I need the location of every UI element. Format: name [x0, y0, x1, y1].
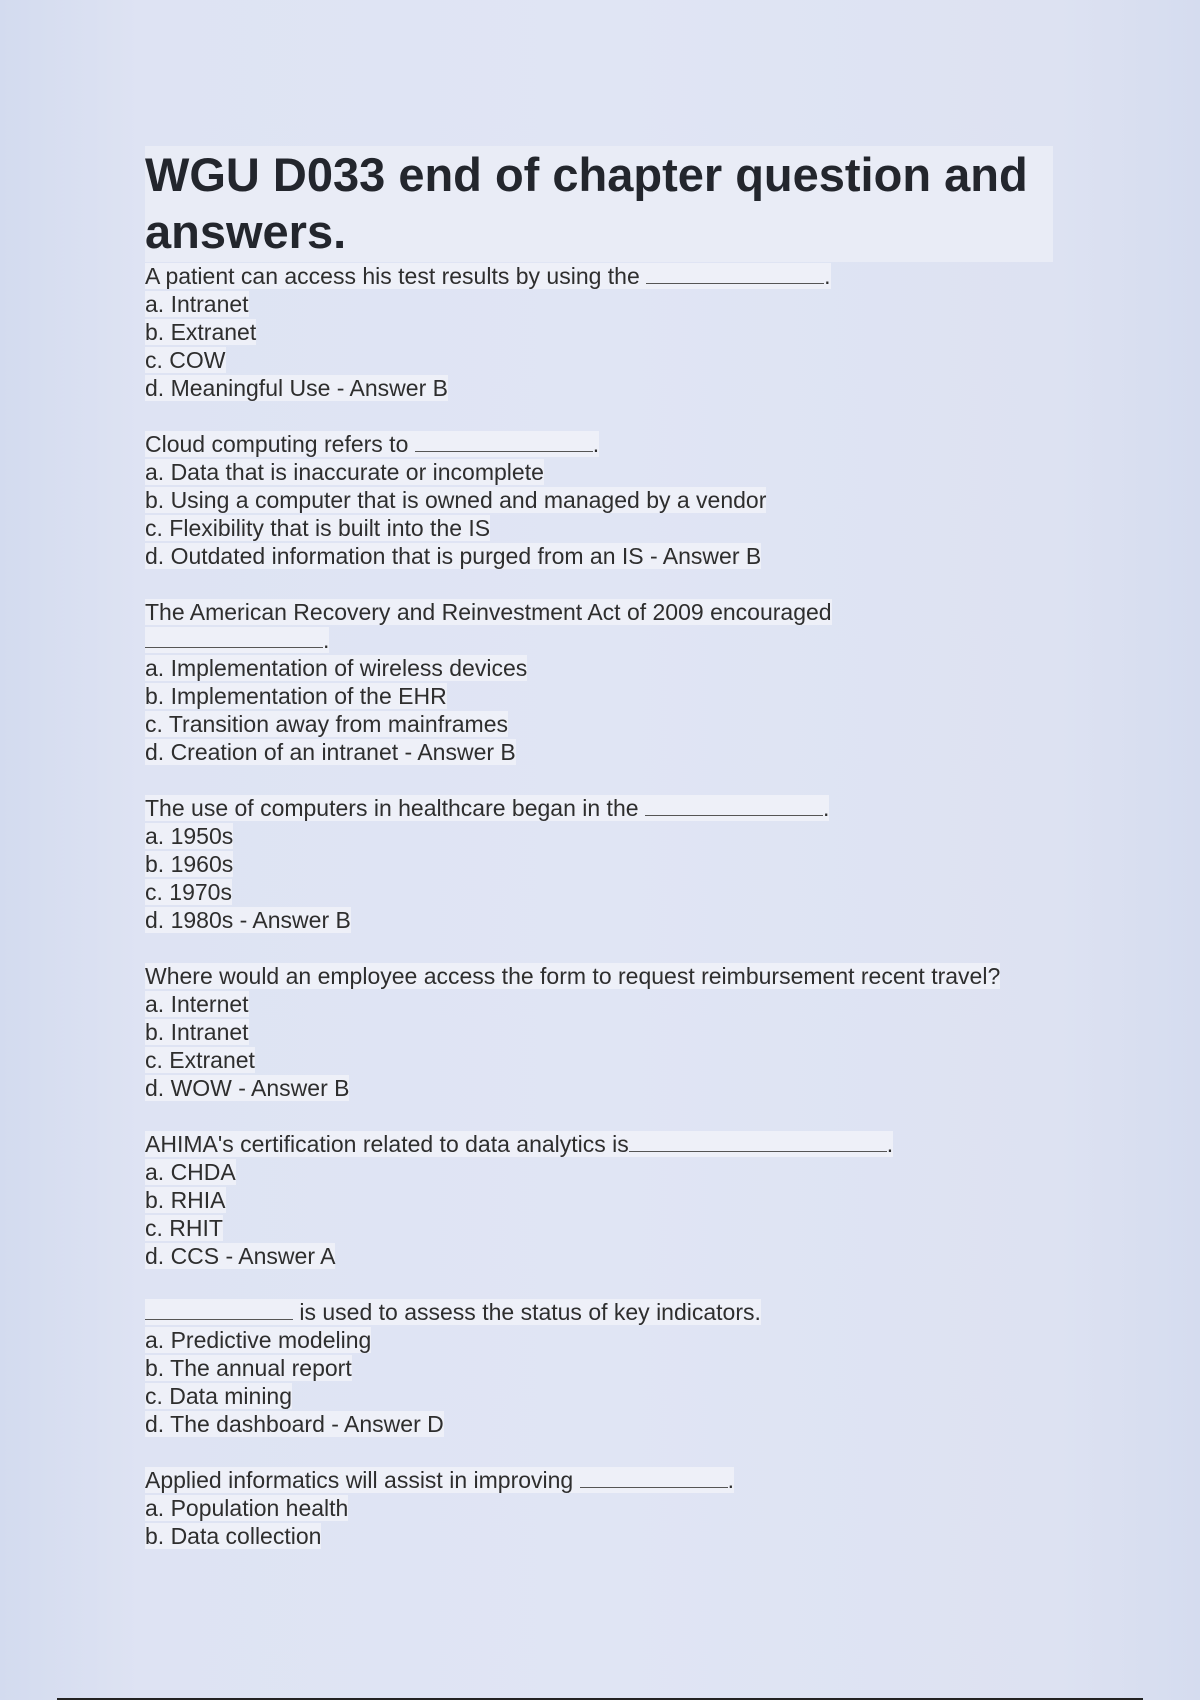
text-run: d. 1980s - Answer B: [145, 907, 351, 933]
question-1: [145, 262, 1065, 402]
option-item: [145, 1354, 1065, 1382]
option-item: [145, 1214, 1065, 1242]
text-run: b. The annual report: [145, 1355, 352, 1381]
text-run: The American Recovery and Reinvestment Act of 2009 encouraged: [145, 599, 832, 625]
text-run: d. WOW - Answer B: [145, 1075, 350, 1101]
option-item: [145, 1158, 1065, 1186]
text-run: d. CCS - Answer A: [145, 1243, 336, 1269]
question-2: [145, 430, 1065, 570]
text-run: a. CHDA: [145, 1159, 236, 1185]
document-title: WGU D033 end of chapter question and answers.: [145, 146, 1053, 262]
text-run: d. The dashboard - Answer D: [145, 1411, 444, 1437]
text-run: AHIMA's certification related to data analytics is: [145, 1131, 629, 1157]
option-item: [145, 1410, 1065, 1438]
question-stem: [145, 1298, 1065, 1326]
option-item: [145, 1522, 1065, 1550]
question-8: [145, 1466, 1065, 1550]
option-item: [145, 1382, 1065, 1410]
option-item: [145, 1074, 1065, 1102]
answer-blank: [629, 1133, 887, 1152]
option-item: [145, 878, 1065, 906]
answer-blank: [645, 797, 823, 816]
text-run: c. RHIT: [145, 1215, 223, 1241]
question-3: [145, 598, 1065, 766]
text-run: .: [727, 1467, 734, 1493]
question-7: [145, 1298, 1065, 1438]
text-run: .: [323, 627, 330, 653]
text-run: a. Data that is inaccurate or incomplete: [145, 459, 544, 485]
question-stem: [145, 598, 1065, 626]
option-item: [145, 1018, 1065, 1046]
option-item: [145, 682, 1065, 710]
text-run: b. Using a computer that is owned and managed by a vendor: [145, 487, 767, 513]
option-item: [145, 654, 1065, 682]
question-stem: [145, 262, 1065, 290]
option-item: [145, 850, 1065, 878]
text-run: a. Intranet: [145, 291, 249, 317]
option-item: [145, 710, 1065, 738]
question-stem-continued: [145, 626, 1065, 654]
question-5: [145, 962, 1065, 1102]
question-stem: [145, 1466, 1065, 1494]
text-run: c. Transition away from mainframes: [145, 711, 509, 737]
answer-blank: [646, 265, 824, 284]
text-run: .: [592, 431, 600, 457]
text-run: a. Internet: [145, 991, 249, 1017]
option-item: [145, 1326, 1065, 1354]
text-run: b. Data collection: [145, 1523, 322, 1549]
text-run: Applied informatics will assist in improving: [145, 1467, 580, 1493]
text-run: b. Extranet: [145, 319, 257, 345]
text-run: c. Flexibility that is built into the IS: [145, 515, 491, 541]
option-item: [145, 990, 1065, 1018]
question-stem: [145, 794, 1065, 822]
text-run: b. Intranet: [145, 1019, 249, 1045]
question-6: [145, 1130, 1065, 1270]
option-item: [145, 906, 1065, 934]
text-run: Where would an employee access the form to request reimbursement recent travel?: [145, 963, 1001, 989]
text-run: c. Extranet: [145, 1047, 255, 1073]
text-run: d. Outdated information that is purged from an IS - Answer B: [145, 543, 762, 569]
answer-blank: [145, 1301, 293, 1320]
text-run: c. 1970s: [145, 879, 232, 905]
option-item: [145, 738, 1065, 766]
text-run: Cloud computing refers to: [145, 431, 415, 457]
text-run: a. 1950s: [145, 823, 234, 849]
text-run: b. 1960s: [145, 851, 234, 877]
option-item: [145, 1186, 1065, 1214]
answer-blank: [145, 629, 323, 648]
question-stem: [145, 1130, 1065, 1158]
question-stem: [145, 962, 1065, 990]
question-4: [145, 794, 1065, 934]
option-item: [145, 1046, 1065, 1074]
answer-blank: [415, 433, 593, 452]
text-run: c. COW: [145, 347, 226, 373]
text-run: a. Predictive modeling: [145, 1327, 372, 1353]
option-item: [145, 514, 1065, 542]
option-item: [145, 822, 1065, 850]
text-run: A patient can access his test results by using the: [145, 263, 647, 289]
text-run: c. Data mining: [145, 1383, 293, 1409]
text-run: The use of computers in healthcare began in the: [145, 795, 645, 821]
text-run: b. Implementation of the EHR: [145, 683, 447, 709]
document-body: [145, 146, 1065, 1578]
text-run: a. Population health: [145, 1495, 349, 1521]
text-run: is used to assess the status of key indicators.: [293, 1299, 761, 1325]
text-run: .: [822, 795, 830, 821]
text-run: d. Creation of an intranet - Answer B: [145, 739, 516, 765]
option-item: [145, 1242, 1065, 1270]
text-run: b. RHIA: [145, 1187, 226, 1213]
option-item: [145, 458, 1065, 486]
option-item: [145, 346, 1065, 374]
question-stem: [145, 430, 1065, 458]
text-run: a. Implementation of wireless devices: [145, 655, 528, 681]
text-run: .: [824, 263, 831, 289]
option-item: [145, 542, 1065, 570]
answer-blank: [580, 1469, 728, 1488]
text-run: d. Meaningful Use - Answer B: [145, 375, 448, 401]
option-item: [145, 290, 1065, 318]
text-run: .: [886, 1131, 894, 1157]
option-item: [145, 1494, 1065, 1522]
option-item: [145, 318, 1065, 346]
option-item: [145, 486, 1065, 514]
option-item: [145, 374, 1065, 402]
